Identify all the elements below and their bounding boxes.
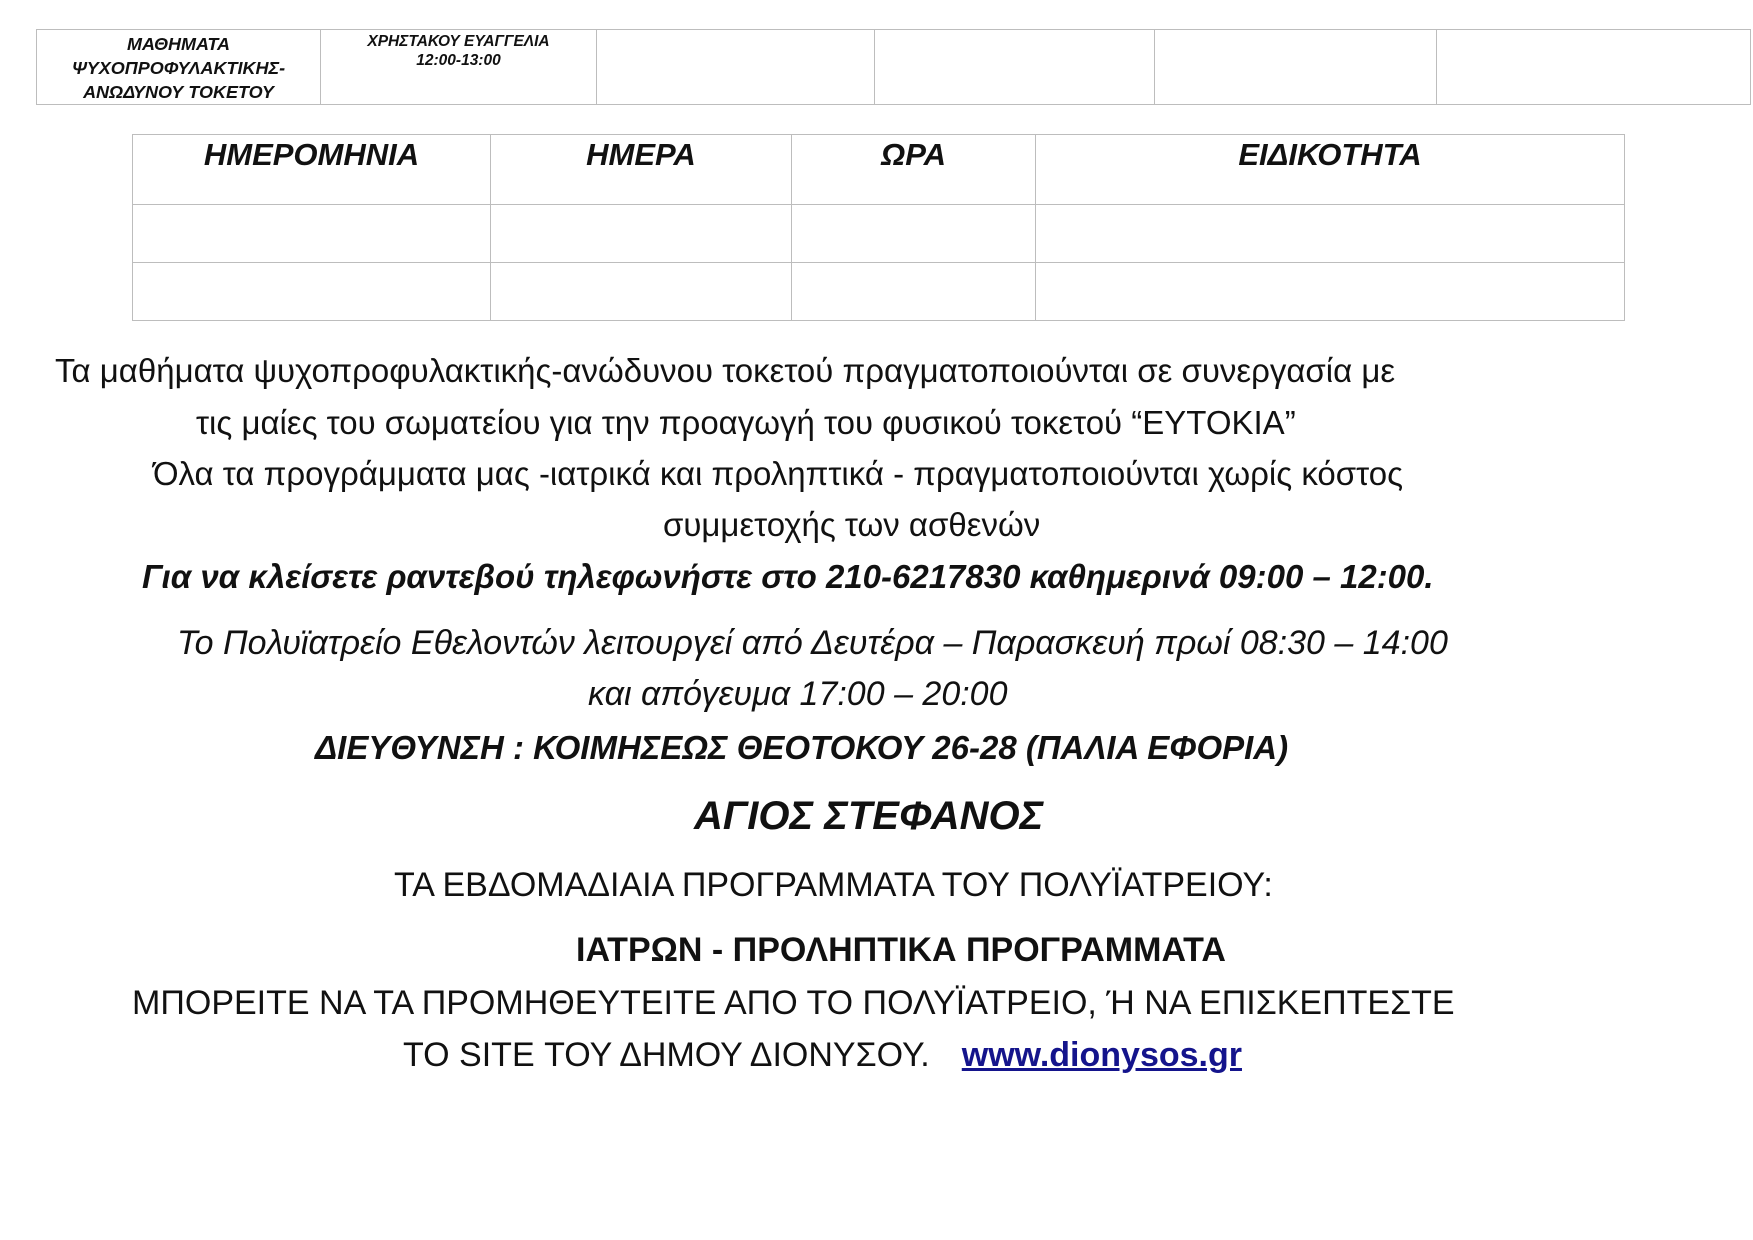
empty-cell [875,30,1155,105]
course-title-cell [37,30,321,105]
header-time: ΩΡΑ [792,135,1036,205]
schedule-row [37,30,1751,105]
schedule-row-table [36,29,1751,105]
appointments-table [132,134,1625,321]
header-date: ΗΜΕΡΟΜΗΝΙΑ [133,135,491,205]
courses-note-line-2: τις μαίες του σωματείου για την προαγωγή του φυσικού τοκετού “ΕΥΤΟΚΙΑ” [196,404,1296,441]
course-title-line: ΨΥΧΟΠΡΟΦΥΛΑΚΤΙΚΗΣ- [71,58,286,78]
table-cell [1036,263,1625,321]
free-programs-line-2: συμμετοχής των ασθενών [663,506,1041,543]
free-programs-line-1: Όλα τα προγράμματα μας -ιατρικά και προληπτικά - πραγματοποιούνται χωρίς κόστος [153,455,1403,492]
table-cell [133,205,491,263]
course-title-line: ΜΑΘΗΜΑΤΑ [127,34,230,54]
booking-phone-line: Για να κλείσετε ραντεβού τηλεφωνήστε στο 210-6217830 καθημερινά 09:00 – 12:00. [142,558,1434,595]
opening-hours-line-1: Το Πολυϊατρείο Εθελοντών λειτουργεί από Δευτέρα – Παρασκευή πρωί 08:30 – 14:00 [177,624,1448,662]
website-link[interactable]: www.dionysos.gr [961,1036,1242,1074]
empty-cell [1437,30,1751,105]
table-row [133,205,1625,263]
obtain-programs-line-2 [403,1036,1242,1075]
table-cell [792,263,1036,321]
table-cell [491,205,792,263]
empty-cell [597,30,875,105]
town-name: ΑΓΙΟΣ ΣΤΕΦΑΝΟΣ [694,794,1044,838]
courses-note-line-1: Τα μαθήματα ψυχοπροφυλακτικής-ανώδυνου τοκετού πραγματοποιούνται σε συνεργασία με [55,352,1396,389]
header-specialty: ΕΙΔΙΚΟΤΗΤΑ [1036,135,1625,205]
instructor-cell [321,30,597,105]
program-types: ΙΑΤΡΩΝ - ΠΡΟΛΗΠΤΙΚΑ ΠΡΟΓΡΑΜΜΑΤΑ [576,931,1226,969]
table-cell [133,263,491,321]
address-line: ΔΙΕΥΘΥΝΣΗ : ΚΟΙΜΗΣΕΩΣ ΘΕΟΤΟΚΟΥ 26-28 (ΠΑΛΙΑ ΕΦΟΡΙΑ) [315,729,1289,766]
course-title-line: ΑΝΩΔΥΝΟΥ ΤΟΚΕΤΟΥ [83,82,274,102]
table-cell [792,205,1036,263]
table-cell [491,263,792,321]
weekly-programs-heading: ΤΑ ΕΒΔΟΜΑΔΙΑΙΑ ΠΡΟΓΡΑΜΜΑΤΑ ΤΟΥ ΠΟΛΥΪΑΤΡΕΙΟΥ: [394,866,1273,904]
opening-hours-line-2: και απόγευμα 17:00 – 20:00 [588,675,1008,713]
header-day: ΗΜΕΡΑ [491,135,792,205]
instructor-name: ΧΡΗΣΤΑΚΟΥ ΕΥΑΓΓΕΛΙΑ [367,33,550,50]
table-row [133,263,1625,321]
table-cell [1036,205,1625,263]
appointments-header-row [133,135,1625,205]
obtain-programs-text: ΤΟ SITE ΤΟΥ ΔΗΜΟΥ ΔΙΟΝΥΣΟΥ. [403,1036,930,1074]
obtain-programs-line-1: ΜΠΟΡΕΙΤΕ ΝΑ ΤΑ ΠΡΟΜΗΘΕΥΤΕΙΤΕ ΑΠΟ ΤΟ ΠΟΛΥΪΑΤΡΕΙΟ, Ή ΝΑ ΕΠΙΣΚΕΠΤΕΣΤΕ [132,984,1455,1022]
empty-cell [1155,30,1437,105]
course-hours: 12:00-13:00 [416,52,501,69]
